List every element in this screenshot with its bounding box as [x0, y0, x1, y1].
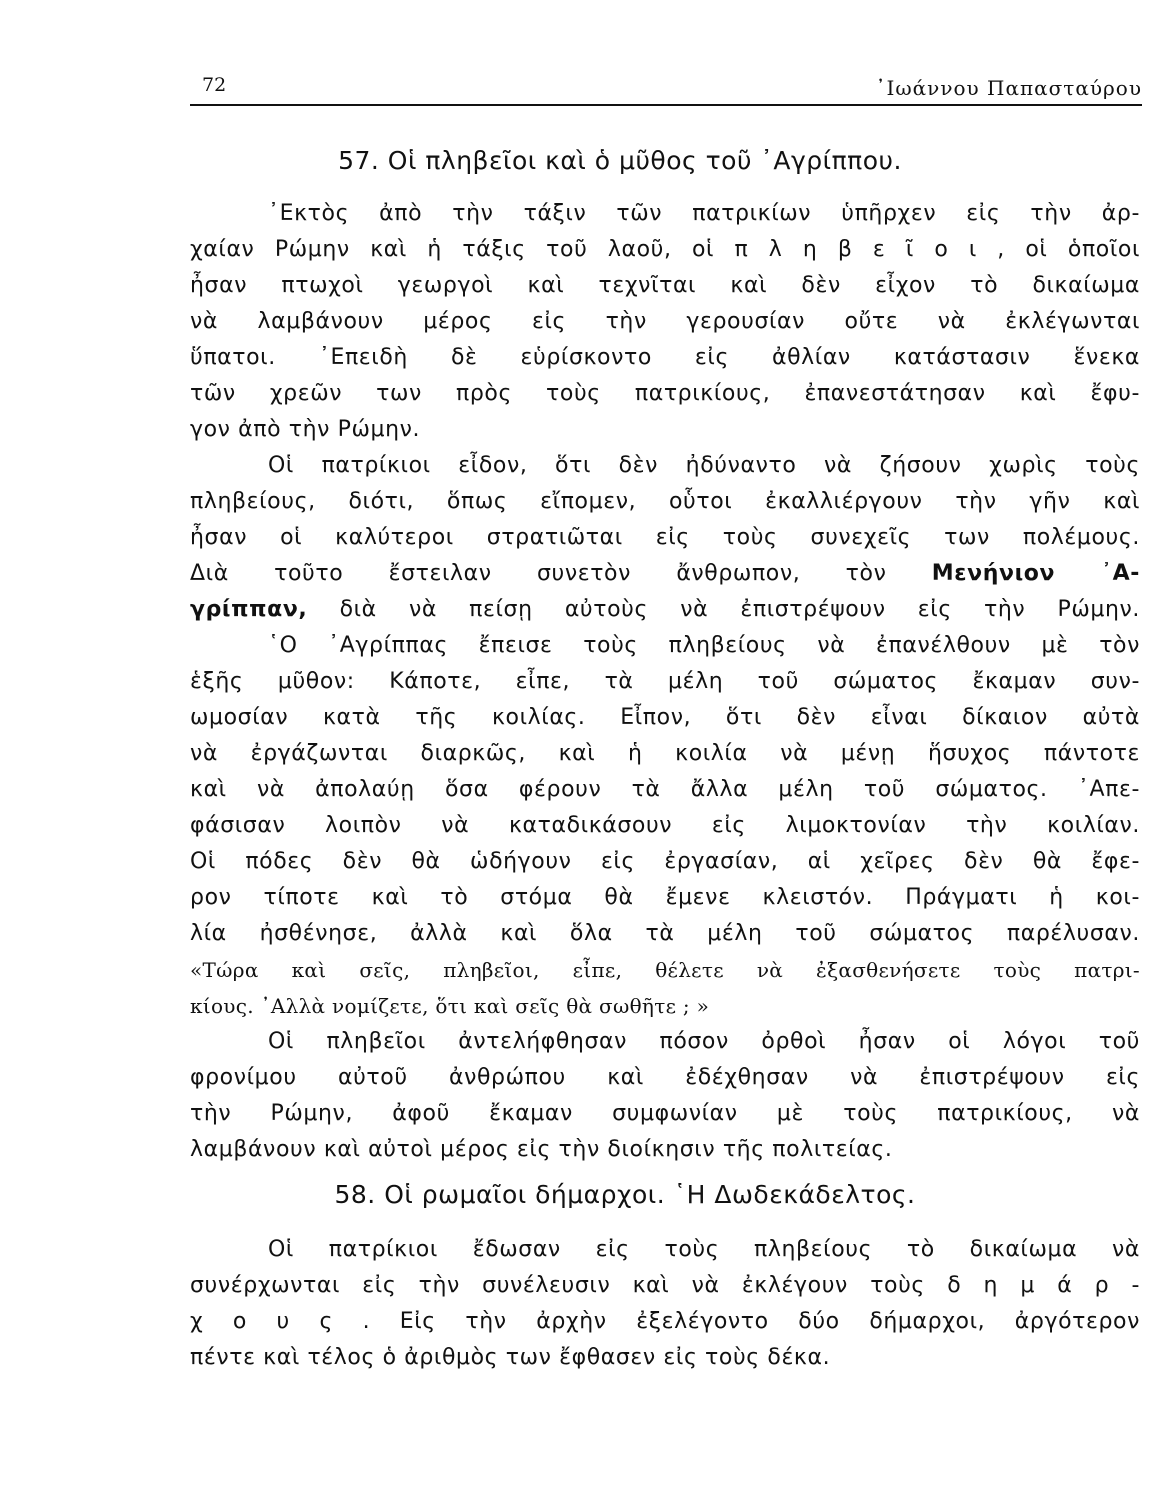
- text-line: γον ἀπὸ τὴν Ρώμην.: [190, 417, 421, 442]
- text-line: ρον τίποτε καὶ τὸ στόμα θὰ ἔμενε κλειστόν. Πράγματι ἡ κοι-: [190, 885, 1140, 910]
- section-57-body: [190, 196, 1140, 1168]
- text-line: φάσισαν λοιπὸν νὰ καταδικάσουν εἰς λιμοκτονίαν τὴν κοιλίαν.: [190, 813, 1140, 838]
- text-line: νὰ ἐργάζωνται διαρκῶς, καὶ ἡ κοιλία νὰ μένῃ ἥσυχος πάντοτε: [190, 741, 1140, 766]
- text-line: καὶ νὰ ἀπολαύῃ ὅσα φέρουν τὰ ἄλλα μέλη τοῦ σώματος. ᾿Απε-: [190, 777, 1140, 802]
- page-number: 72: [202, 74, 227, 96]
- text-line: τὴν Ρώμην, ἀφοῦ ἔκαμαν συμφωνίαν μὲ τοὺς πατρικίους, νὰ: [190, 1101, 1140, 1126]
- text-line: ὕπατοι. ᾿Επειδὴ δὲ εὑρίσκοντο εἰς ἀθλίαν κατάστασιν ἕνεκα: [190, 345, 1140, 370]
- text-line: λία ἠσθένησε, ἀλλὰ καὶ ὅλα τὰ μέλη τοῦ σώματος παρέλυσαν.: [190, 921, 1140, 946]
- text-line: ἦσαν οἱ καλύτεροι στρατιῶται εἰς τοὺς συνεχεῖς των πολέμους.: [190, 525, 1140, 550]
- section-58-title: 58. Οἱ ρωμαῖοι δήμαρχοι. ῾Η Δωδεκάδελτος.: [334, 1180, 916, 1209]
- text-line: χ ο υ ς . Εἰς τὴν ἀρχὴν ἐξελέγοντο δύο δήμαρχοι, ἀργότερον: [190, 1309, 1140, 1334]
- text-line: ᾿Εκτὸς ἀπὸ τὴν τάξιν τῶν πατρικίων ὑπῆρχεν εἰς τὴν ἀρ-: [268, 201, 1140, 226]
- text-line: φρονίμου αὐτοῦ ἀνθρώπου καὶ ἐδέχθησαν νὰ ἐπιστρέψουν εἰς: [190, 1065, 1140, 1090]
- text-line: [190, 556, 1140, 592]
- text-line: τῶν χρεῶν των πρὸς τοὺς πατρικίους, ἐπανεστάτησαν καὶ ἔφυ-: [190, 381, 1140, 406]
- text-line: συνέρχωνται εἰς τὴν συνέλευσιν καὶ νὰ ἐκλέγουν τοὺς δ η μ ά ρ -: [190, 1273, 1140, 1298]
- text-line: ἦσαν πτωχοὶ γεωργοὶ καὶ τεχνῖται καὶ δὲν εἶχον τὸ δικαίωμα: [190, 273, 1140, 298]
- quote-line: κίους. ᾿Αλλὰ νομίζετε, ὅτι καὶ σεῖς θὰ σωθῆτε ; »: [190, 994, 710, 1018]
- text-line: ωμοσίαν κατὰ τῆς κοιλίας. Εἶπον, ὅτι δὲν εἶναι δίκαιον αὐτὰ: [190, 705, 1140, 730]
- text-line: λαμβάνουν καὶ αὐτοὶ μέρος εἰς τὴν διοίκησιν τῆς πολιτείας.: [190, 1137, 893, 1162]
- text-line: ἑξῆς μῦθον: Κάποτε, εἶπε, τὰ μέλη τοῦ σώματος ἔκαμαν συν-: [190, 669, 1140, 694]
- text-line: Οἱ πληβεῖοι ἀντελήφθησαν πόσον ὀρθοὶ ἦσαν οἱ λόγοι τοῦ: [268, 1029, 1140, 1054]
- text-line: Οἱ πατρίκιοι ἔδωσαν εἰς τοὺς πληβείους τὸ δικαίωμα νὰ: [268, 1237, 1140, 1262]
- emphasis-name: γρίππαν,: [190, 597, 308, 622]
- text-segment: διὰ νὰ πείσῃ αὐτοὺς νὰ ἐπιστρέψουν εἰς τὴν Ρώμην.: [339, 597, 1141, 622]
- text-line: Οἱ πατρίκιοι εἶδον, ὅτι δὲν ἠδύναντο νὰ ζήσουν χωρὶς τοὺς: [268, 453, 1140, 478]
- text-line: ῾Ο ᾿Αγρίππας ἔπεισε τοὺς πληβείους νὰ ἐπανέλθουν μὲ τὸν: [268, 633, 1140, 658]
- text-line: πέντε καὶ τέλος ὁ ἀριθμὸς των ἔφθασεν εἰς τοὺς δέκα.: [190, 1345, 831, 1370]
- text-line: νὰ λαμβάνουν μέρος εἰς τὴν γερουσίαν οὔτε νὰ ἐκλέγωνται: [190, 309, 1140, 334]
- running-head: ᾿Ιωάννου Παπασταύρου: [875, 76, 1142, 100]
- section-58-body: [190, 1232, 1140, 1376]
- text-line: [190, 592, 1140, 628]
- text-line: πληβείους, διότι, ὅπως εἴπομεν, οὗτοι ἐκαλλιέργουν τὴν γῆν καὶ: [190, 489, 1140, 514]
- section-57-title: 57. Οἱ πληβεῖοι καὶ ὁ μῦθος τοῦ ᾿Αγρίππου.: [338, 146, 902, 175]
- quote-line: «Τώρα καὶ σεῖς, πληβεῖοι, εἶπε, θέλετε νὰ ἐξασθενήσετε τοὺς πατρι-: [190, 958, 1140, 982]
- text-line: Οἱ πόδες δὲν θὰ ὡδήγουν εἰς ἐργασίαν, αἱ χεῖρες δὲν θὰ ἔφε-: [190, 849, 1140, 874]
- page-header: [190, 70, 1142, 106]
- text-segment: Διὰ τοῦτο ἔστειλαν συνετὸν ἄνθρωπον, τὸν: [190, 561, 887, 586]
- emphasis-name: Μενήνιον ᾿Α-: [931, 561, 1140, 586]
- text-line: χαίαν Ρώμην καὶ ἡ τάξις τοῦ λαοῦ, οἱ π λ η β ε ῖ ο ι , οἱ ὁποῖοι: [190, 237, 1140, 262]
